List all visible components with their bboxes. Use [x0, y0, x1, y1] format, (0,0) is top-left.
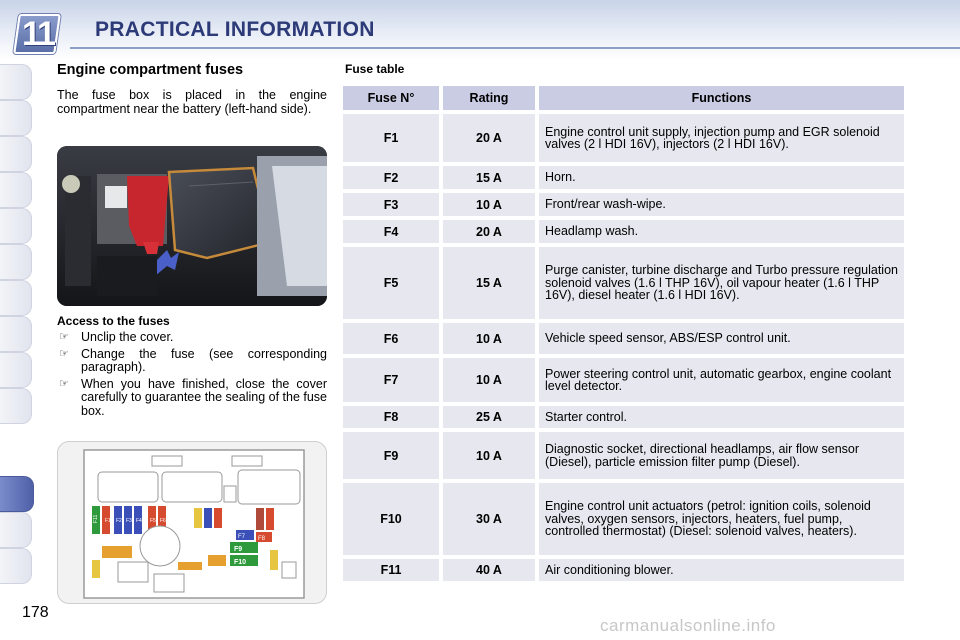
fuse-function: Headlamp wash. — [539, 220, 904, 243]
fuse-rating: 20 A — [443, 220, 535, 243]
fuse-function: Horn. — [539, 166, 904, 189]
fuse-label-f10: F10 — [234, 559, 247, 566]
fuse-function: Vehicle speed sensor, ABS/ESP control unit. — [539, 323, 904, 354]
fuse-rating: 40 A — [443, 559, 535, 581]
fuse-function: Starter control. — [539, 406, 904, 428]
intro-text: The fuse box is placed in the engine compartment near the battery (left-hand side). — [57, 88, 327, 116]
chapter-tab[interactable] — [0, 136, 32, 172]
page-number: 178 — [22, 604, 49, 621]
fuse-no: F3 — [343, 193, 439, 216]
fuse-rating: 30 A — [443, 483, 535, 555]
table-row — [343, 358, 904, 402]
chapter-tab[interactable] — [0, 64, 32, 100]
fuse-table-label: Fuse table — [345, 62, 405, 76]
chapter-tab[interactable] — [0, 172, 32, 208]
pointing-hand-icon: ☞ — [59, 347, 69, 360]
fuse-label-f11: F11 — [93, 514, 99, 523]
fuse-function: Front/rear wash-wipe. — [539, 193, 904, 216]
chapter-number: 11 — [22, 15, 54, 53]
chapter-tab[interactable] — [0, 512, 32, 548]
table-row — [343, 559, 904, 581]
fuse-rating: 10 A — [443, 432, 535, 479]
fuse-no: F7 — [343, 358, 439, 402]
chapter-tab[interactable] — [0, 352, 32, 388]
watermark: carmanualsonline.info — [600, 616, 776, 635]
step-text: When you have finished, close the cover carefully to guarantee the sealing of the fuse box. — [81, 376, 327, 418]
fuse-label-f5: F5 — [150, 518, 156, 524]
fuse-table — [343, 86, 904, 585]
header-fuse-no: Fuse N° — [343, 86, 439, 110]
fuse-label-f2: F2 — [116, 518, 122, 524]
step-text: Change the fuse (see corresponding paragraph). — [81, 346, 327, 374]
chapter-tabs — [0, 64, 34, 576]
fuse-no: F10 — [343, 483, 439, 555]
chapter-tab[interactable] — [0, 316, 32, 352]
table-row — [343, 406, 904, 428]
fuse-box-diagram — [57, 441, 327, 604]
table-row — [343, 220, 904, 243]
table-row — [343, 483, 904, 555]
fuse-no: F6 — [343, 323, 439, 354]
step-item — [57, 331, 327, 345]
table-row — [343, 323, 904, 354]
fuse-no: F1 — [343, 114, 439, 162]
page-title: PRACTICAL INFORMATION — [95, 18, 375, 41]
engine-compartment-photo — [57, 146, 327, 306]
access-steps — [57, 331, 327, 421]
fuse-label-f7: F7 — [238, 534, 246, 540]
fuse-no: F11 — [343, 559, 439, 581]
header-rating: Rating — [443, 86, 535, 110]
table-row — [343, 247, 904, 319]
chapter-tab[interactable] — [0, 388, 32, 424]
table-header-row — [343, 86, 904, 110]
fuse-label-f4: F4 — [136, 518, 142, 524]
chapter-tab[interactable] — [0, 548, 32, 584]
fuse-no: F2 — [343, 166, 439, 189]
pointing-hand-icon: ☞ — [59, 331, 69, 343]
chapter-tab[interactable] — [0, 100, 32, 136]
step-item — [57, 378, 327, 419]
step-item — [57, 348, 327, 375]
fuse-function: Power steering control unit, automatic gearbox, engine coolant level detector. — [539, 358, 904, 402]
chapter-tab-active[interactable] — [0, 476, 34, 512]
fuse-function: Purge canister, turbine discharge and Turbo pressure regulation solenoid valves (1.6 l THP 16V), oil vapour heater (1.6 l THP 16V), diesel heater (1.6 l HDI 16V). — [539, 247, 904, 319]
step-text: Unclip the cover. — [81, 330, 174, 344]
chapter-tab[interactable] — [0, 208, 32, 244]
table-row — [343, 166, 904, 189]
fuse-rating: 10 A — [443, 323, 535, 354]
table-row — [343, 114, 904, 162]
fuse-rating: 10 A — [443, 193, 535, 216]
fuse-rating: 15 A — [443, 166, 535, 189]
fuse-function: Engine control unit supply, injection pump and EGR solenoid valves (2 l HDI 16V), injectors (2 l HDI 16V). — [539, 114, 904, 162]
fuse-rating: 10 A — [443, 358, 535, 402]
fuse-label-f1: F1 — [105, 518, 111, 524]
fuse-label-f9: F9 — [234, 546, 243, 553]
chapter-tab[interactable] — [0, 280, 32, 316]
fuse-function: Air conditioning blower. — [539, 559, 904, 581]
pointing-hand-icon: ☞ — [59, 377, 69, 390]
engine-photo-illustration — [57, 146, 327, 306]
fuse-rating: 20 A — [443, 114, 535, 162]
table-row — [343, 193, 904, 216]
fuse-function: Diagnostic socket, directional headlamps, air flow sensor (Diesel), particle emission filter pump (Diesel). — [539, 432, 904, 479]
table-row — [343, 432, 904, 479]
fuse-label-f6: F6 — [160, 518, 166, 524]
chapter-tab[interactable] — [0, 244, 32, 280]
fuse-rating: 25 A — [443, 406, 535, 428]
fuse-rating: 15 A — [443, 247, 535, 319]
fuse-label-f3: F3 — [126, 518, 132, 524]
header-rule — [70, 47, 960, 49]
fuse-function: Engine control unit actuators (petrol: ignition coils, solenoid valves, oxygen sensors, injectors, heaters, fuel pump, controlled thermostat) (Diesel: solenoid valves, heaters). — [539, 483, 904, 555]
section-title: Engine compartment fuses — [57, 62, 244, 78]
fuse-label-f8: F8 — [258, 536, 266, 542]
fuse-box-illustration — [58, 442, 327, 604]
fuse-no: F8 — [343, 406, 439, 428]
fuse-no: F5 — [343, 247, 439, 319]
fuse-no: F9 — [343, 432, 439, 479]
header-functions: Functions — [539, 86, 904, 110]
access-title: Access to the fuses — [57, 314, 170, 328]
fuse-no: F4 — [343, 220, 439, 243]
